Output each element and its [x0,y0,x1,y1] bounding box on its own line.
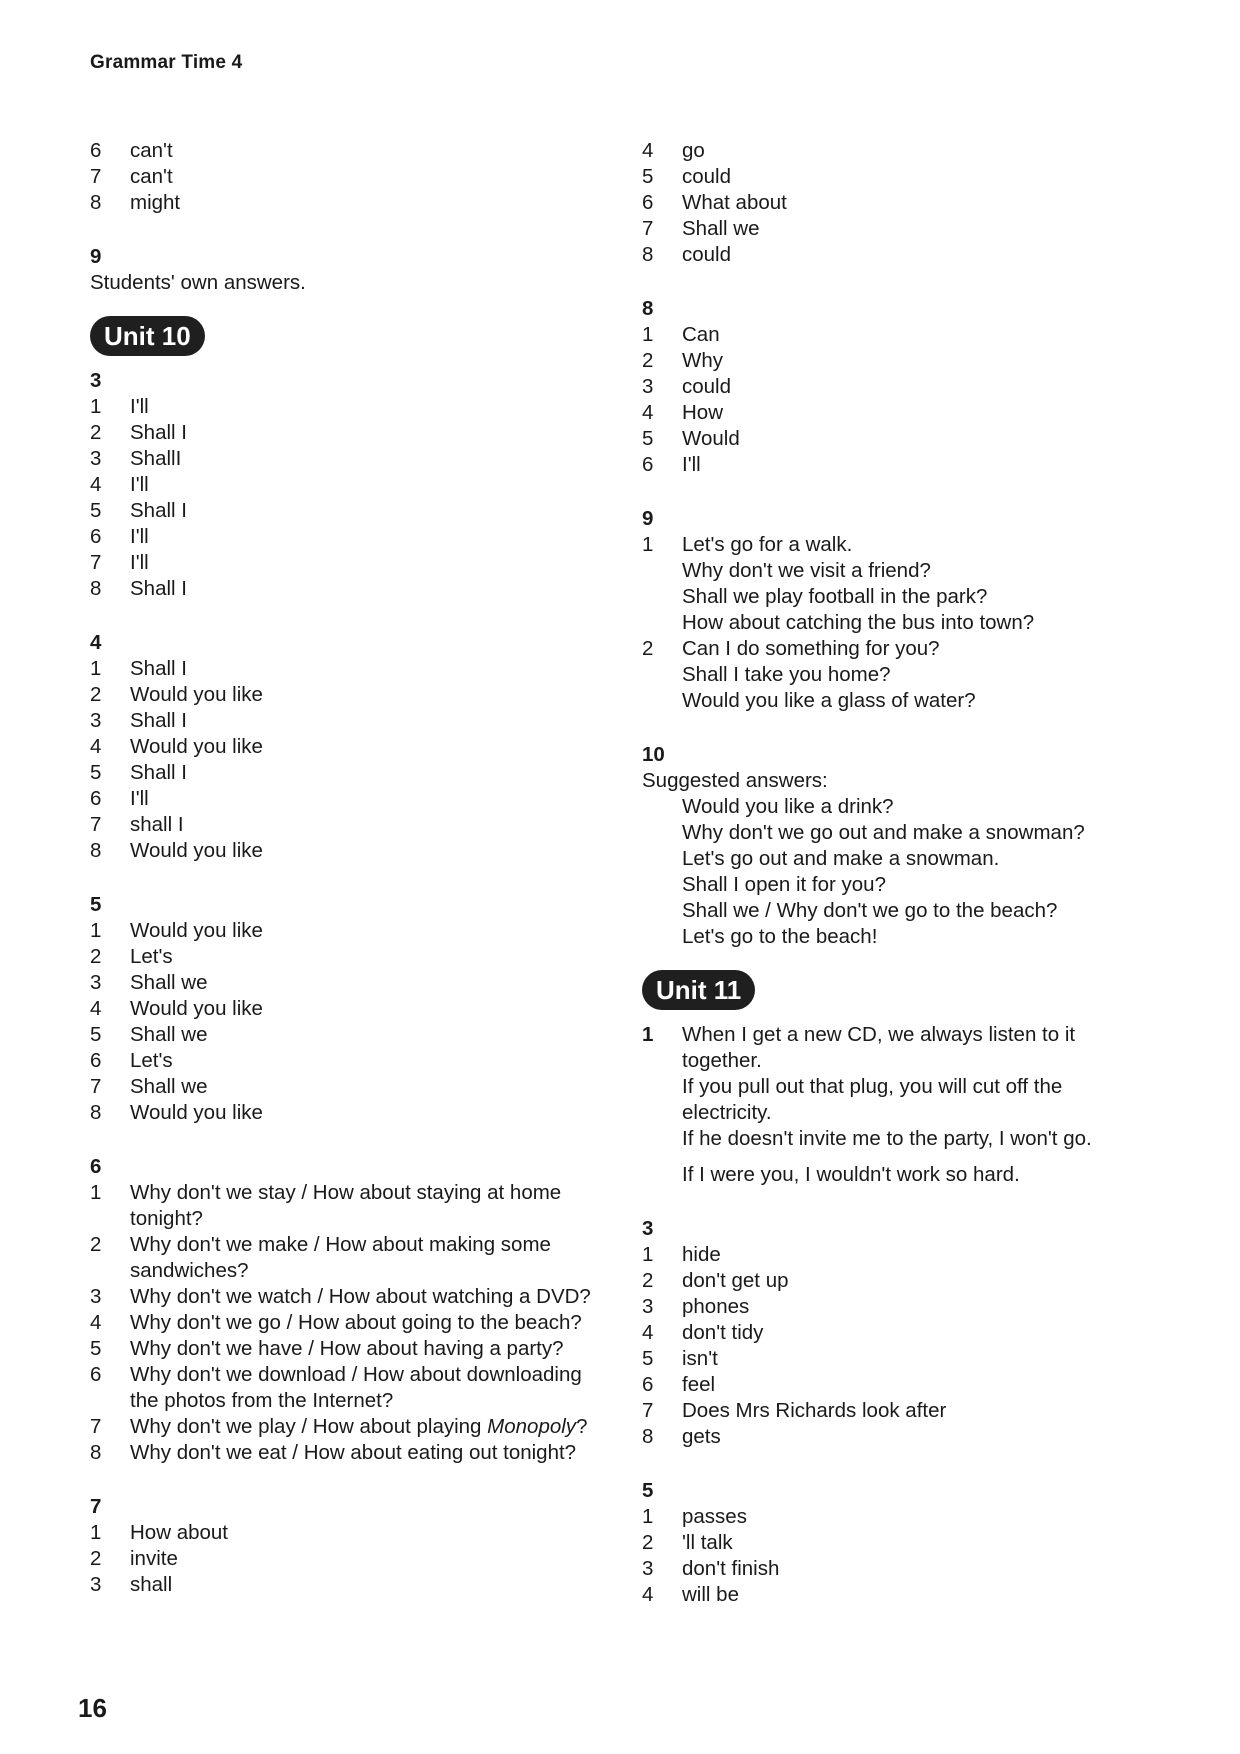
list-item [90,812,610,838]
item-answer [130,1180,610,1232]
item-answer: Shall I [130,577,187,600]
list-item [642,1242,1162,1268]
item-answer: I'll [130,395,149,418]
list-item [90,420,610,446]
item-answer: ShallI [130,447,182,470]
answer-line: Shall I take you home? [682,663,891,686]
exercise-number: 10 [642,743,665,766]
list-item [90,760,610,786]
list-item [642,452,1162,478]
item-answer: Let's [130,1049,173,1072]
list-item [90,970,610,996]
item-answer: I'll [130,787,149,810]
item-answer: will be [682,1583,739,1606]
item-number: 7 [90,813,102,836]
answer-line: Shall we play football in the park? [682,585,988,608]
item-answer: shall [130,1573,173,1596]
item-number: 7 [90,1075,102,1098]
answer-list [90,1180,610,1466]
item-answer: Does Mrs Richards look after [682,1399,947,1422]
list-item [642,216,1162,242]
answer-punctuation: ? [576,1415,588,1438]
exercise-number: 4 [90,631,102,654]
item-number: 7 [90,1415,102,1438]
item-answer: Would you like [130,919,263,942]
list-item [642,636,1162,714]
list-item [90,1074,610,1100]
item-answer: Why don't we have / How about having a party? [130,1337,564,1360]
item-number: 5 [90,761,102,784]
list-item [642,1372,1162,1398]
item-answer [682,532,1162,636]
item-number: 1 [90,1181,102,1204]
item-answer: Would you like [130,683,263,706]
item-answer: could [682,165,732,188]
answer-line: If he doesn't invite me to the party, I won't go. [682,1127,1092,1150]
item-answer: could [682,243,732,266]
item-answer: Would [682,427,740,450]
item-number: 2 [90,421,102,444]
item-answer [130,1232,610,1284]
right-column [642,138,1162,1608]
item-number: 8 [90,191,102,214]
item-number: 5 [90,1023,102,1046]
list-item [90,524,610,550]
list-item [90,550,610,576]
item-answer: passes [682,1505,747,1528]
list-item [90,656,610,682]
answer-line: Let's go for a walk. [682,533,853,556]
item-answer: feel [682,1373,716,1396]
list-item [642,1556,1162,1582]
answer-line: Would you like a drink? [682,795,894,818]
answer-line: When I get a new CD, we always listen to it [682,1023,1076,1046]
exercise-number: 9 [642,507,654,530]
list-item [90,944,610,970]
item-number: 4 [90,473,102,496]
item-answer [130,1362,610,1414]
answer-line: Would you like a glass of water? [682,689,976,712]
list-item [642,1268,1162,1294]
answer-list [90,656,610,864]
exercise-number: 5 [642,1479,654,1502]
exercise-number: 3 [642,1217,654,1240]
list-item [642,322,1162,348]
list-item [90,394,610,420]
list-item [90,472,610,498]
answer-line: electricity. [682,1101,772,1124]
answer-line: Why don't we stay / How about staying at home [130,1181,562,1204]
item-answer: Why [682,349,723,372]
list-item [642,1022,1162,1188]
item-answer: 'll talk [682,1531,733,1554]
item-number: 3 [642,1557,654,1580]
exercise-text: Students' own answers. [90,271,306,294]
item-number: 8 [642,243,654,266]
list-item [90,138,610,164]
item-answer: invite [130,1547,178,1570]
item-answer: can't [130,139,173,162]
answer-lines [642,794,1162,950]
item-number: 6 [90,525,102,548]
answer-list [642,532,1162,714]
answer-text: Why don't we play / How about playing [130,1415,488,1438]
item-number: 6 [642,191,654,214]
item-number: 3 [90,1285,102,1308]
item-answer: Can [682,323,720,346]
list-item [642,1582,1162,1608]
item-answer: Shall I [130,657,187,680]
list-item [90,838,610,864]
list-item [642,1530,1162,1556]
exercise-number: 8 [642,297,654,320]
item-number: 8 [90,1441,102,1464]
page-number: 16 [78,1693,107,1723]
list-item [90,1414,610,1440]
exercise-number: 3 [90,369,102,392]
item-answer: Shall I [130,709,187,732]
item-answer: Shall we [130,1023,208,1046]
list-item [90,576,610,602]
list-item [90,1180,610,1232]
item-number: 4 [90,1311,102,1334]
item-answer: Why don't we eat / How about eating out tonight? [130,1441,577,1464]
item-answer: Would you like [130,839,263,862]
answer-list [642,322,1162,478]
item-number: 8 [90,839,102,862]
item-answer: Would you like [130,997,263,1020]
list-item [90,190,610,216]
item-number: 2 [642,1269,654,1292]
list-item [642,374,1162,400]
exercise-number: 7 [90,1495,102,1518]
item-answer: How about [130,1521,229,1544]
item-number: 1 [90,919,102,942]
item-number: 3 [642,375,654,398]
list-item [642,138,1162,164]
item-answer: shall I [130,813,184,836]
item-number: 2 [90,683,102,706]
list-item [642,532,1162,636]
unit-badge: Unit 10 [90,316,205,356]
item-answer: isn't [682,1347,718,1370]
item-number: 6 [90,1363,102,1386]
item-number: 2 [642,349,654,372]
list-item [90,996,610,1022]
list-item [90,786,610,812]
list-item [642,348,1162,374]
answer-list [90,1520,610,1598]
list-item [90,1546,610,1572]
list-item [90,164,610,190]
exercise-number: 1 [642,1023,654,1046]
list-item [90,1100,610,1126]
exercise-number: 5 [90,893,102,916]
answer-line: tonight? [130,1207,203,1230]
item-number: 6 [642,453,654,476]
item-number: 1 [642,323,654,346]
list-item [90,1022,610,1048]
answer-list [90,394,610,602]
item-number: 4 [642,139,654,162]
item-number: 2 [90,1233,102,1256]
item-answer: What about [682,191,787,214]
item-answer: How [682,401,724,424]
item-number: 8 [90,577,102,600]
item-answer: Shall I [130,421,187,444]
item-answer: Would you like [130,1101,263,1124]
item-answer: go [682,139,705,162]
answer-line: Shall we / Why don't we go to the beach? [682,899,1058,922]
item-answer: phones [682,1295,750,1318]
item-number: 3 [642,1295,654,1318]
item-answer: could [682,375,732,398]
item-number: 1 [642,1243,654,1266]
item-number: 1 [90,395,102,418]
item-number: 3 [90,709,102,732]
item-answer: I'll [682,453,701,476]
item-answer: don't tidy [682,1321,764,1344]
list-item [642,400,1162,426]
list-item [642,164,1162,190]
item-number: 6 [90,787,102,810]
answer-list [642,1504,1162,1608]
list-item [90,1572,610,1598]
answer-line: Why don't we make / How about making some [130,1233,551,1256]
item-number: 5 [642,165,654,188]
list-item [90,734,610,760]
item-answer [682,636,1162,714]
list-item [642,242,1162,268]
item-number: 6 [642,1373,654,1396]
item-number: 1 [90,1521,102,1544]
item-number: 4 [90,735,102,758]
list-item [90,1232,610,1284]
item-number: 1 [90,657,102,680]
item-number: 5 [642,427,654,450]
item-number: 7 [642,1399,654,1422]
item-number: 4 [642,401,654,424]
item-number: 4 [642,1321,654,1344]
list-item [642,1398,1162,1424]
item-answer: Shall I [130,761,187,784]
list-item [642,1424,1162,1450]
answer-line: If I were you, I wouldn't work so hard. [682,1163,1020,1186]
answer-list [90,138,610,216]
list-item [90,1440,610,1466]
item-answer: Shall we [682,217,760,240]
list-item [642,1320,1162,1346]
item-answer: Shall we [130,1075,208,1098]
answer-line: Why don't we go out and make a snowman? [682,821,1085,844]
list-item [90,1362,610,1414]
item-number: 7 [90,165,102,188]
list-item [90,1310,610,1336]
item-number: 8 [642,1425,654,1448]
item-answer: Why don't we go / How about going to the beach? [130,1311,582,1334]
list-item [642,1346,1162,1372]
answer-line: Shall I open it for you? [682,873,886,896]
item-answer: Shall we [130,971,208,994]
item-number: 2 [642,1531,654,1554]
answer-line: together. [682,1049,762,1072]
list-item [90,1284,610,1310]
item-number: 2 [90,1547,102,1570]
item-number: 7 [90,551,102,574]
answer-line: How about catching the bus into town? [682,611,1035,634]
item-number: 5 [90,1337,102,1360]
list-item [642,1294,1162,1320]
exercise-number: 6 [90,1155,102,1178]
list-item [90,682,610,708]
left-column [90,138,610,1598]
item-answer: Why don't we watch / How about watching a DVD? [130,1285,591,1308]
item-number: 2 [90,945,102,968]
answer-line: If you pull out that plug, you will cut off the [682,1075,1063,1098]
list-item [90,918,610,944]
item-answer: gets [682,1425,721,1448]
list-item [90,1520,610,1546]
item-number: 6 [90,139,102,162]
item-number: 6 [90,1049,102,1072]
answer-line: Can I do something for you? [682,637,940,660]
item-number: 8 [90,1101,102,1124]
item-answer: can't [130,165,173,188]
item-answer: I'll [130,473,149,496]
list-item [642,426,1162,452]
list-item [90,708,610,734]
item-answer: Shall I [130,499,187,522]
item-answer [130,1414,610,1440]
item-answer: I'll [130,551,149,574]
item-answer [682,1022,1162,1188]
list-item [90,1048,610,1074]
answer-line: Let's go out and make a snowman. [682,847,1000,870]
answer-list [642,1242,1162,1450]
item-number: 3 [90,971,102,994]
list-item [642,190,1162,216]
answer-line: Let's go to the beach! [682,925,878,948]
exercise-number: 9 [90,245,102,268]
item-number: 4 [90,997,102,1020]
item-number: 1 [642,533,654,556]
item-number: 3 [90,447,102,470]
running-title: Grammar Time 4 [90,52,243,73]
item-answer: I'll [130,525,149,548]
item-number: 2 [642,637,654,660]
answer-list [90,918,610,1126]
answer-list [642,138,1162,268]
list-item [642,1504,1162,1530]
item-answer: Let's [130,945,173,968]
item-number: 5 [642,1347,654,1370]
item-number: 4 [642,1583,654,1606]
item-answer: hide [682,1243,721,1266]
answer-line: sandwiches? [130,1259,249,1282]
exercise-intro: Suggested answers: [642,769,828,792]
item-number: 5 [90,499,102,522]
answer-line: Why don't we visit a friend? [682,559,931,582]
item-answer: might [130,191,181,214]
list-item [90,446,610,472]
item-number: 3 [90,1573,102,1596]
list-item [90,1336,610,1362]
item-number: 1 [642,1505,654,1528]
answer-line: Why don't we download / How about downloading [130,1363,582,1386]
answer-line: the photos from the Internet? [130,1389,394,1412]
item-answer: Would you like [130,735,263,758]
unit-badge: Unit 11 [642,970,755,1010]
list-item [90,498,610,524]
item-answer: don't finish [682,1557,780,1580]
item-answer: don't get up [682,1269,789,1292]
game-title: Monopoly [487,1415,577,1438]
item-number: 7 [642,217,654,240]
